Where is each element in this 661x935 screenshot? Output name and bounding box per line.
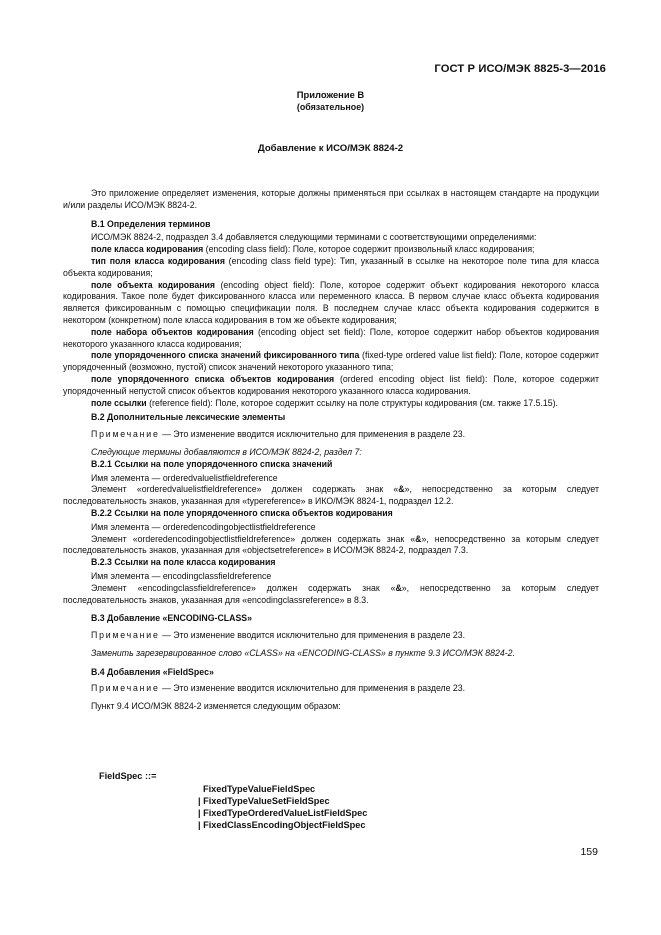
subsection-b21-heading: В.2.1 Ссылки на поле упорядоченного списка значений	[91, 458, 333, 469]
grammar-alternative: | FixedClassEncodingObjectFieldSpec	[198, 820, 366, 830]
term-definition: поле упорядоченного списка объектов кодирования (ordered encoding object list field): Поле, которое содержит упорядоченный непустой список объектов кодирования некоторого указанного класса кодирования.	[63, 373, 599, 396]
b2-italic-lead: Следующие термины добавляются в ИСО/МЭК 8824-2, раздел 7:	[91, 446, 362, 457]
b23-name-line: Имя элемента — encodingclassfieldreference	[91, 570, 272, 581]
b21-name-line: Имя элемента — orderedvaluelistfieldreference	[91, 472, 278, 483]
section-b2-heading: В.2 Дополнительные лексические элементы	[91, 412, 286, 423]
grammar-alternative: | FixedTypeOrderedValueListFieldSpec	[198, 808, 368, 818]
term-definition: поле ссылки (reference field): Поле, которое содержит ссылку на поле структуры кодирования (см. также 17.5.15).	[91, 397, 558, 408]
term-definition: поле набора объектов кодирования (encoding object set field): Поле, которое содержит набор объектов кодирования некоторого указанного класса кодирования;	[63, 326, 599, 349]
term-definition: поле упорядоченного списка значений фиксированного типа (fixed-type ordered value list field): Поле, которое содержит упорядоченный (возможно, пустой) список значений некоторого указанного типа;	[63, 350, 599, 373]
annex-status: (обязательное)	[296, 102, 365, 112]
grammar-lhs: FieldSpec ::=	[99, 771, 157, 781]
b4-note: Примечание — Это изменение вводится исключительно для применения в разделе 23.	[91, 683, 466, 694]
b2-note: Примечание — Это изменение вводится исключительно для применения в разделе 23.	[91, 429, 466, 440]
document-body	[63, 188, 599, 713]
intro-paragraph: Это приложение определяет изменения, которые должны применяться при ссылках в настоящем стандарте на продукции и/или разделы ИСО/МЭК 8824-2.	[63, 188, 599, 210]
annex-heading: Добавление к ИСО/МЭК 8824-2	[257, 143, 404, 154]
section-b4-heading: В.4 Добавления «FieldSpec»	[91, 666, 214, 677]
subsection-b23-heading: В.2.3 Ссылки на поле класса кодирования	[91, 557, 276, 568]
term-definition: тип поля класса кодирования (encoding class field type): Тип, указанный в ссылке на некоторое поле типа для класса объекта кодирования;	[63, 255, 599, 278]
b23-paragraph: Элемент «encodingclassfieldreference» должен содержать знак «&», непосредственно за которым следует последовательность знаков, указанная для «encodingclassreference» в 8.3.	[63, 582, 599, 605]
b22-paragraph: Элемент «orderedencodingobjectlistfieldreference» должен содержать знак «&», непосредственно за которым следует последовательность знаков, указанная для «objectsetreference» в ИСО/МЭК 8824-2, подраздел 7.3.	[63, 533, 599, 556]
b22-name-line: Имя элемента — orderedencodingobjectlistfieldreference	[91, 521, 316, 532]
b1-lead: ИСО/МЭК 8824-2, подраздел 3.4 добавляется следующими терминами с соответствующими определениями:	[91, 232, 537, 243]
term-definition: поле класса кодирования (encoding class field): Поле, которое содержит произвольный класс кодирования;	[91, 244, 535, 255]
b3-italic-text: Заменить зарезервированное слово «CLASS» на «ENCODING-CLASS» в пункте 9.3 ИСО/МЭК 8824-2.	[91, 647, 515, 658]
grammar-alternative: FixedTypeValueFieldSpec	[203, 784, 316, 794]
term-definition: поле объекта кодирования (encoding object field): Поле, которое содержит объект кодирования некоторого класса кодирования. Такое поле будет фиксированного класса или переменного класса. В первом случае класс объекта кодирования является фиксированным с помощью спецификации поля. В последнем случае класс объекта кодирования содержится в некотором (конкретном) поле класса кодирования в том же объекте кодирования;	[63, 279, 599, 325]
b4-lead: Пункт 9.4 ИСО/МЭК 8824-2 изменяется следующим образом:	[91, 701, 341, 712]
b21-paragraph: Элемент «orderedvaluelistfieldreference» должен содержать знак «&», непосредственно за которым следует последовательность знаков, указанная для «typereference» в ИКО/МЭК 8824-1, подраздел 12.2.	[63, 484, 599, 507]
document-header-id: ГОСТ Р ИСО/МЭК 8825-3—2016	[434, 63, 606, 75]
grammar-alternative: | FixedTypeValueSetFieldSpec	[198, 796, 330, 806]
b3-note: Примечание — Это изменение вводится исключительно для применения в разделе 23.	[91, 630, 466, 641]
section-b3-heading: В.3 Добавление «ENCODING-CLASS»	[91, 613, 252, 624]
annex-label: Приложение В	[296, 89, 365, 100]
page-number: 159	[580, 846, 598, 858]
section-b1-heading: В.1 Определения терминов	[91, 218, 211, 229]
subsection-b22-heading: В.2.2 Ссылки на поле упорядоченного списка объектов кодирования	[91, 507, 393, 518]
